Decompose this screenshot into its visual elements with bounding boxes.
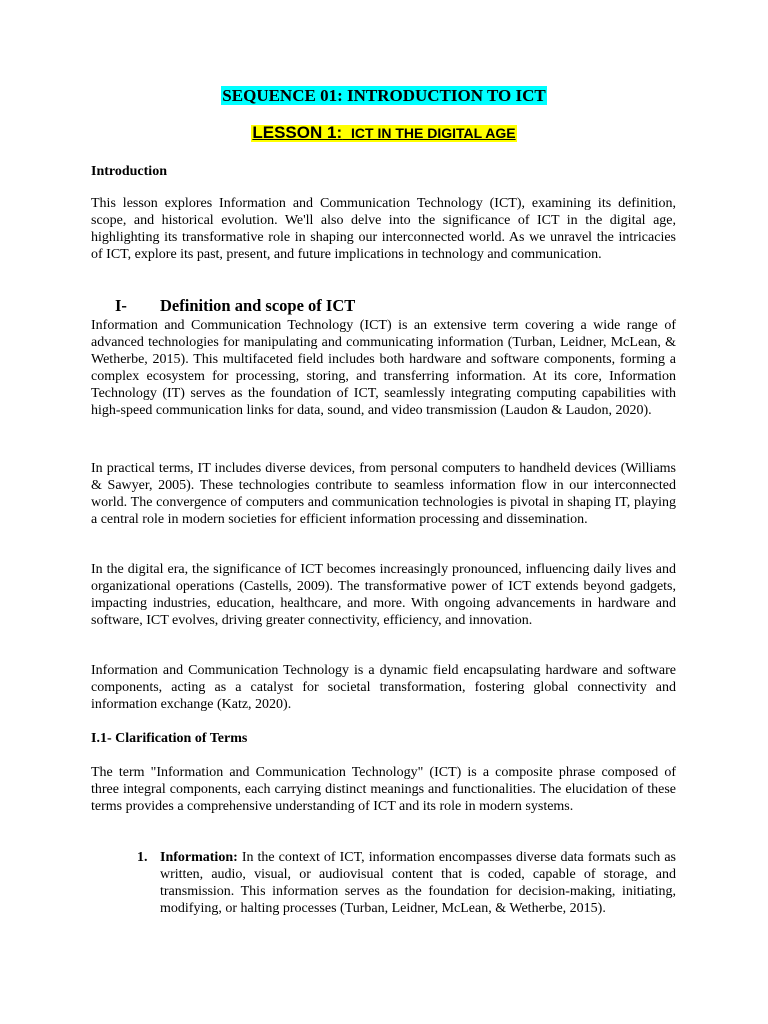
lesson-name: ICT IN THE DIGITAL AGE: [351, 125, 516, 141]
lesson-prefix: LESSON 1:: [252, 123, 343, 142]
introduction-heading: Introduction: [91, 164, 167, 179]
section-paragraph-3: In the digital era, the significance of ICT becomes increasingly pronounced, influencing daily lives and organizational operations (Castells, 2009). The transformative power of ICT extends beyond gadgets, impacting industries, education, healthcare, and more. With ongoing advancements in hardware and software, ICT evolves, driving greater connectivity, efficiency, and innovation.: [91, 562, 676, 628]
subsection-paragraph: The term "Information and Communication Technology" (ICT) is a composite phrase composed of three integral components, each carrying distinct meanings and functionalities. The elucidation of these terms provides a comprehensive understanding of ICT and its role in modern systems.: [91, 765, 676, 814]
list-item-text: In the context of ICT, information encompasses diverse data formats such as written, audio, visual, or audiovisual content that is coded, capable of storage, and transmission. This information serves as the foundation for decision-making, initiating, modifying, or halting processes (Turban, Leidner, McLean, & Wetherbe, 2015).: [160, 850, 676, 917]
section-paragraph-4: Information and Communication Technology is a dynamic field encapsulating hardware and software components, acting as a catalyst for societal transformation, fostering global connectivity and information exchange (Katz, 2020).: [91, 663, 676, 712]
section-paragraph-2: In practical terms, IT includes diverse devices, from personal computers to handheld devices (Williams & Sawyer, 2005). These technologies contribute to seamless information flow in our interconnected world. The convergence of computers and communication technologies is pivotal in shaping IT, playing a central role in modern societies for efficient information processing and dissemination.: [91, 461, 676, 527]
lesson-title-highlight: [251, 125, 516, 142]
section-heading: [115, 296, 355, 316]
list-item-term: Information:: [160, 850, 238, 865]
sequence-title: [0, 86, 768, 106]
introduction-paragraph: This lesson explores Information and Communication Technology (ICT), examining its definition, scope, and historical evolution. We'll also delve into the significance of ICT in the digital age, highlighting its transformative role in shaping our interconnected world. As we unravel the intricacies of ICT, explore its past, present, and future implications in technology and communication.: [91, 196, 676, 262]
lesson-title: [0, 122, 768, 145]
sequence-title-text: SEQUENCE 01: INTRODUCTION TO ICT: [222, 86, 546, 105]
list-item: [137, 849, 676, 917]
subsection-heading: I.1- Clarification of Terms: [91, 731, 248, 746]
section-paragraph-1: Information and Communication Technology (ICT) is an extensive term covering a wide range of advanced technologies for manipulating and communicating information (Turban, Leidner, McLean, & Wetherbe, 2015). This multifaceted field includes both hardware and software components, forming a complex ecosystem for processing, storing, and transferring information. At its core, Information Technology (IT) serves as the foundation of ICT, seamlessly integrating computing capabilities with high-speed communication links for data, sound, and video transmission (Laudon & Laudon, 2020).: [91, 318, 676, 418]
section-title: Definition and scope of ICT: [160, 296, 356, 315]
list-item-number: 1.: [137, 850, 148, 865]
section-number: I-: [115, 296, 127, 315]
